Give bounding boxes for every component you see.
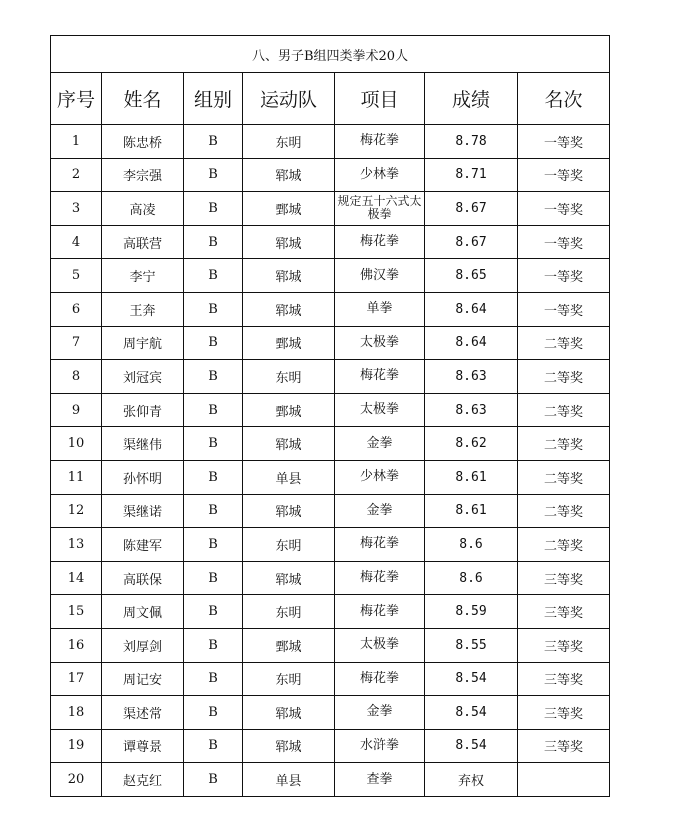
cell-rank: 二等奖	[518, 528, 610, 562]
header-group: 组别	[184, 73, 243, 125]
cell-rank: 二等奖	[518, 393, 610, 427]
cell-group: B	[184, 528, 243, 562]
cell-team: 单县	[243, 763, 335, 797]
table-row	[51, 225, 610, 259]
cell-team: 东明	[243, 528, 335, 562]
cell-score: 8.59	[425, 595, 518, 629]
table-row	[51, 326, 610, 360]
table-row	[51, 259, 610, 293]
cell-rank: 三等奖	[518, 662, 610, 696]
cell-event: 少林拳	[335, 460, 425, 494]
cell-group: B	[184, 360, 243, 394]
cell-rank	[518, 763, 610, 797]
table-row	[51, 393, 610, 427]
cell-team: 东明	[243, 125, 335, 159]
cell-score: 8.6	[425, 528, 518, 562]
cell-group: B	[184, 595, 243, 629]
cell-no: 17	[51, 662, 102, 696]
table-row	[51, 696, 610, 730]
cell-team: 鄄城	[243, 326, 335, 360]
cell-name: 高凌	[102, 192, 184, 226]
cell-name: 周记安	[102, 662, 184, 696]
cell-event: 太极拳	[335, 326, 425, 360]
cell-name: 谭尊景	[102, 729, 184, 763]
cell-name: 渠继诺	[102, 494, 184, 528]
cell-team: 鄄城	[243, 192, 335, 226]
cell-event: 梅花拳	[335, 225, 425, 259]
cell-name: 张仰青	[102, 393, 184, 427]
header-team: 运动队	[243, 73, 335, 125]
table-row	[51, 292, 610, 326]
cell-score: 8.54	[425, 696, 518, 730]
cell-event: 佛汉拳	[335, 259, 425, 293]
header-name: 姓名	[102, 73, 184, 125]
cell-group: B	[184, 292, 243, 326]
cell-group: B	[184, 696, 243, 730]
cell-rank: 一等奖	[518, 259, 610, 293]
cell-name: 高联保	[102, 561, 184, 595]
cell-rank: 三等奖	[518, 628, 610, 662]
table-row	[51, 729, 610, 763]
cell-score: 8.67	[425, 192, 518, 226]
cell-name: 李宁	[102, 259, 184, 293]
cell-name: 高联营	[102, 225, 184, 259]
cell-team: 郓城	[243, 494, 335, 528]
table-row	[51, 763, 610, 797]
cell-score: 8.78	[425, 125, 518, 159]
cell-no: 4	[51, 225, 102, 259]
cell-team: 郓城	[243, 427, 335, 461]
cell-event: 单拳	[335, 292, 425, 326]
table-title: 八、男子B组四类拳术20人	[51, 36, 610, 73]
cell-no: 7	[51, 326, 102, 360]
cell-event: 梅花拳	[335, 595, 425, 629]
cell-group: B	[184, 427, 243, 461]
cell-rank: 一等奖	[518, 225, 610, 259]
cell-team: 郓城	[243, 158, 335, 192]
header-rank: 名次	[518, 73, 610, 125]
cell-event: 梅花拳	[335, 528, 425, 562]
cell-event: 梅花拳	[335, 360, 425, 394]
title-row	[51, 36, 610, 73]
cell-name: 刘厚剑	[102, 628, 184, 662]
cell-group: B	[184, 662, 243, 696]
cell-event: 梅花拳	[335, 125, 425, 159]
cell-rank: 二等奖	[518, 494, 610, 528]
cell-event: 少林拳	[335, 158, 425, 192]
cell-no: 9	[51, 393, 102, 427]
cell-rank: 二等奖	[518, 360, 610, 394]
cell-name: 周文佩	[102, 595, 184, 629]
cell-group: B	[184, 729, 243, 763]
cell-event: 梅花拳	[335, 561, 425, 595]
cell-no: 16	[51, 628, 102, 662]
cell-group: B	[184, 763, 243, 797]
cell-team: 鄄城	[243, 393, 335, 427]
cell-team: 鄄城	[243, 628, 335, 662]
cell-name: 周宇航	[102, 326, 184, 360]
cell-event: 查拳	[335, 763, 425, 797]
cell-score: 弃权	[425, 763, 518, 797]
table-row	[51, 662, 610, 696]
header-event: 项目	[335, 73, 425, 125]
cell-rank: 一等奖	[518, 192, 610, 226]
cell-event: 金拳	[335, 696, 425, 730]
cell-no: 18	[51, 696, 102, 730]
cell-rank: 二等奖	[518, 427, 610, 461]
cell-rank: 三等奖	[518, 696, 610, 730]
cell-name: 李宗强	[102, 158, 184, 192]
cell-score: 8.54	[425, 729, 518, 763]
cell-no: 8	[51, 360, 102, 394]
cell-no: 12	[51, 494, 102, 528]
cell-score: 8.67	[425, 225, 518, 259]
cell-score: 8.62	[425, 427, 518, 461]
cell-group: B	[184, 460, 243, 494]
cell-group: B	[184, 561, 243, 595]
cell-group: B	[184, 192, 243, 226]
cell-score: 8.63	[425, 360, 518, 394]
cell-team: 东明	[243, 595, 335, 629]
table-row	[51, 360, 610, 394]
results-table	[50, 35, 610, 797]
header-no: 序号	[51, 73, 102, 125]
cell-no: 1	[51, 125, 102, 159]
table-row	[51, 427, 610, 461]
cell-name: 刘冠宾	[102, 360, 184, 394]
cell-team: 单县	[243, 460, 335, 494]
cell-event: 金拳	[335, 494, 425, 528]
cell-group: B	[184, 125, 243, 159]
cell-group: B	[184, 158, 243, 192]
cell-rank: 三等奖	[518, 561, 610, 595]
cell-team: 郓城	[243, 225, 335, 259]
cell-team: 郓城	[243, 259, 335, 293]
table-row	[51, 528, 610, 562]
cell-name: 陈忠桥	[102, 125, 184, 159]
cell-score: 8.54	[425, 662, 518, 696]
cell-name: 王奔	[102, 292, 184, 326]
cell-no: 19	[51, 729, 102, 763]
table-row	[51, 158, 610, 192]
cell-team: 郓城	[243, 561, 335, 595]
cell-score: 8.64	[425, 292, 518, 326]
cell-rank: 二等奖	[518, 460, 610, 494]
cell-rank: 二等奖	[518, 326, 610, 360]
cell-team: 东明	[243, 662, 335, 696]
cell-event: 水浒拳	[335, 729, 425, 763]
cell-no: 2	[51, 158, 102, 192]
table-row	[51, 561, 610, 595]
cell-event: 梅花拳	[335, 662, 425, 696]
cell-rank: 一等奖	[518, 158, 610, 192]
table-row	[51, 494, 610, 528]
cell-team: 东明	[243, 360, 335, 394]
table-row	[51, 460, 610, 494]
cell-score: 8.55	[425, 628, 518, 662]
cell-group: B	[184, 628, 243, 662]
cell-no: 13	[51, 528, 102, 562]
cell-score: 8.61	[425, 494, 518, 528]
cell-team: 郓城	[243, 696, 335, 730]
cell-score: 8.65	[425, 259, 518, 293]
table-row	[51, 192, 610, 226]
cell-name: 赵克红	[102, 763, 184, 797]
cell-name: 渠继伟	[102, 427, 184, 461]
cell-score: 8.61	[425, 460, 518, 494]
cell-no: 11	[51, 460, 102, 494]
cell-rank: 一等奖	[518, 292, 610, 326]
cell-team: 郓城	[243, 292, 335, 326]
cell-rank: 三等奖	[518, 595, 610, 629]
cell-group: B	[184, 393, 243, 427]
cell-no: 6	[51, 292, 102, 326]
header-row	[51, 73, 610, 125]
cell-no: 3	[51, 192, 102, 226]
cell-name: 孙怀明	[102, 460, 184, 494]
cell-rank: 三等奖	[518, 729, 610, 763]
cell-event: 规定五十六式太极拳	[335, 192, 425, 226]
cell-no: 15	[51, 595, 102, 629]
cell-no: 5	[51, 259, 102, 293]
cell-score: 8.6	[425, 561, 518, 595]
cell-team: 郓城	[243, 729, 335, 763]
cell-score: 8.64	[425, 326, 518, 360]
cell-score: 8.63	[425, 393, 518, 427]
cell-no: 10	[51, 427, 102, 461]
cell-score: 8.71	[425, 158, 518, 192]
cell-rank: 一等奖	[518, 125, 610, 159]
table-row	[51, 125, 610, 159]
cell-name: 陈建军	[102, 528, 184, 562]
cell-group: B	[184, 326, 243, 360]
table-row	[51, 595, 610, 629]
cell-name: 渠述常	[102, 696, 184, 730]
table-row	[51, 628, 610, 662]
cell-no: 14	[51, 561, 102, 595]
cell-group: B	[184, 259, 243, 293]
cell-no: 20	[51, 763, 102, 797]
cell-group: B	[184, 225, 243, 259]
cell-event: 太极拳	[335, 628, 425, 662]
cell-event: 太极拳	[335, 393, 425, 427]
header-score: 成绩	[425, 73, 518, 125]
cell-event: 金拳	[335, 427, 425, 461]
cell-group: B	[184, 494, 243, 528]
